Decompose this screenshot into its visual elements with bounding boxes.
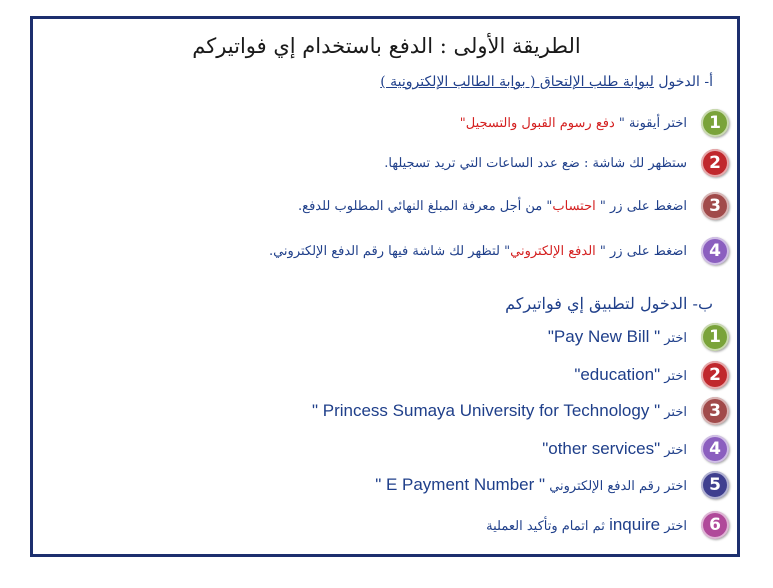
step-text-english: "Pay New Bill ": [547, 327, 661, 346]
section-b-step-3: [312, 396, 729, 426]
step-number-badge: 6: [701, 511, 729, 539]
step-text-arabic: اختر: [664, 443, 687, 458]
step-text-before: اضغط على زر ": [595, 243, 687, 259]
step-text: [298, 199, 687, 214]
section-b-step-6: [486, 510, 729, 540]
section-a-step-1: [460, 108, 729, 138]
section-a-step-3: [298, 191, 729, 221]
step-text-english: " E Payment Number ": [375, 475, 546, 494]
step-text-highlight: دفع رسوم القبول والتسجيل: [465, 115, 619, 131]
step-number-badge: 3: [701, 192, 729, 220]
section-b-step-2: [574, 360, 729, 390]
step-text-arabic: اختر رقم الدفع الإلكتروني: [549, 479, 687, 494]
section-a-link: لبوابة طلب الإلتحاق ( بوابة الطالب الإلكترونية ): [380, 74, 654, 90]
step-number-badge: 3: [701, 397, 729, 425]
step-text-arabic: اختر: [664, 331, 687, 346]
step-text-english: "other services": [542, 439, 661, 458]
step-number-badge: 2: [701, 361, 729, 389]
section-b-heading: ب- الدخول لتطبيق إي فواتيركم: [505, 294, 713, 313]
step-text: [548, 327, 687, 347]
page-title: الطريقة الأولى : الدفع باستخدام إي فواتيركم: [192, 34, 581, 58]
step-text: ستظهر لك شاشة : ضع عدد الساعات التي تريد تسجيلها.: [384, 155, 687, 171]
step-text-arabic-after: ثم اتمام وتأكيد العملية: [486, 519, 605, 534]
step-number-badge: 1: [701, 109, 729, 137]
section-b-step-4: [542, 434, 729, 464]
section-b-step-5: [375, 470, 729, 500]
step-text-arabic: اختر: [664, 369, 687, 384]
step-text-before: اختر أيقونة ": [618, 115, 687, 131]
step-text: [312, 401, 687, 421]
step-number-badge: 4: [701, 435, 729, 463]
step-text-highlight: احتساب: [552, 198, 596, 214]
step-number-badge: 5: [701, 471, 729, 499]
step-text-after: ": [459, 115, 466, 131]
step-text: [460, 116, 687, 131]
step-text-english: " Princess Sumaya University for Technology ": [311, 401, 661, 420]
section-a-step-4: [269, 236, 729, 266]
section-a-step-2: [384, 148, 729, 178]
step-text-highlight: الدفع الإلكتروني: [510, 243, 596, 259]
step-number-badge: 2: [701, 149, 729, 177]
section-a-prefix: أ- الدخول: [653, 74, 713, 90]
step-text-arabic: اختر: [664, 405, 687, 420]
step-text-after: " من أجل معرفة المبلغ النهائي المطلوب للدفع.: [298, 198, 553, 214]
step-text-after: " لتظهر لك شاشة فيها رقم الدفع الإلكتروني.: [268, 243, 511, 259]
step-text-before: اضغط على زر ": [595, 198, 687, 214]
step-number-badge: 1: [701, 323, 729, 351]
section-b-step-1: [548, 322, 729, 352]
section-a-heading: [380, 74, 713, 90]
step-text: [542, 439, 687, 459]
step-text: [375, 475, 687, 495]
step-text-arabic: اختر: [664, 519, 687, 534]
step-text-english: inquire: [609, 515, 661, 534]
step-text: [574, 365, 687, 385]
step-text: [269, 244, 687, 259]
step-text: [486, 515, 687, 535]
step-number-badge: 4: [701, 237, 729, 265]
step-text-english: "education": [574, 365, 661, 384]
